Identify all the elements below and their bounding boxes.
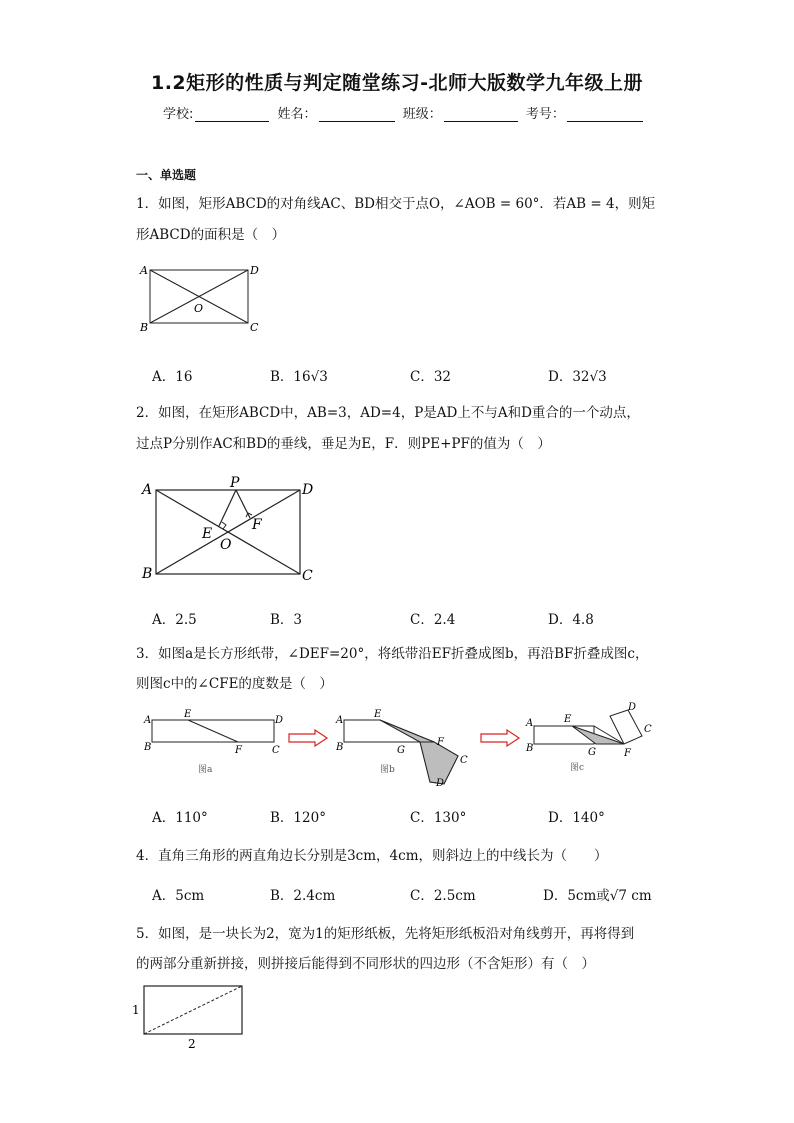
q3c-label-d: D	[628, 702, 637, 713]
q2-label-c: C	[302, 568, 313, 584]
q2-option-b[interactable]: B．3	[270, 612, 303, 628]
arrow-right-icon	[479, 728, 521, 748]
q3c-label-a: A	[526, 718, 534, 729]
q3-figure-b	[332, 708, 482, 788]
q1-label-d: D	[250, 264, 259, 277]
q3c-label-b: B	[526, 743, 534, 754]
q1-label-a: A	[140, 264, 148, 277]
name-label: 姓名：	[277, 107, 317, 122]
q3-figure-c	[524, 700, 664, 780]
q2-line2: 过点P分别作AC和BD的垂线，垂足为E，F．则PE+PF的值为（ ）	[136, 436, 551, 452]
q3b-label-d: D	[436, 778, 445, 788]
q5-label-length: 2	[188, 1037, 196, 1051]
class-label: 班级：	[402, 107, 442, 122]
q1-label-c: C	[250, 321, 259, 334]
number-label: 考号：	[525, 107, 565, 122]
q5-label-width: 1	[132, 1003, 140, 1017]
q1-option-a[interactable]: A．16	[152, 369, 193, 385]
q3c-label-c: C	[644, 724, 652, 735]
q2-label-a: A	[142, 482, 153, 498]
q2-label-f: F	[252, 517, 262, 533]
q2-option-a[interactable]: A．2.5	[152, 612, 197, 628]
arrow-right-icon	[287, 728, 329, 748]
q3c-caption: 图c	[570, 763, 585, 773]
q4-option-a[interactable]: A．5cm	[152, 888, 205, 904]
q3b-label-f: F	[437, 737, 444, 748]
q3-option-b[interactable]: B．120°	[270, 810, 326, 826]
q2-label-b: B	[142, 566, 153, 582]
q1-label-b: B	[140, 321, 149, 334]
page-title: 1.2矩形的性质与判定随堂练习-北师大版数学九年级上册	[150, 72, 644, 94]
q1-option-b[interactable]: B．16√3	[270, 369, 328, 385]
q3b-label-a: A	[336, 715, 344, 726]
name-blank[interactable]	[319, 107, 395, 122]
q3c-label-g: G	[588, 747, 596, 758]
q2-option-d[interactable]: D．4.8	[548, 612, 594, 628]
q3b-caption: 图b	[380, 765, 395, 775]
q3a-label-b: B	[144, 742, 152, 753]
q3b-label-b: B	[336, 742, 344, 753]
q3-option-a[interactable]: A．110°	[152, 810, 208, 826]
q3-option-d[interactable]: D．140°	[548, 810, 605, 826]
q4-option-d[interactable]: D．5cm或√7 cm	[543, 888, 652, 904]
q3b-label-e: E	[374, 709, 382, 720]
q2-label-p: P	[230, 475, 240, 491]
q3c-label-f: F	[624, 748, 631, 759]
q3-line1: 3．如图a是长方形纸带，∠DEF=20°，将纸带沿EF折叠成图b，再沿BF折叠成图c，	[136, 646, 649, 662]
q3b-label-g: G	[397, 745, 405, 756]
q2-label-o: O	[220, 537, 232, 553]
q5-line1: 5．如图，是一块长为2，宽为1的矩形纸板，先将矩形纸板沿对角线剪开，再将得到	[136, 926, 635, 942]
school-blank[interactable]	[195, 107, 269, 122]
q3a-label-d: D	[275, 715, 284, 726]
class-blank[interactable]	[444, 107, 518, 122]
q5-line2: 的两部分重新拼接，则拼接后能得到不同形状的四边形（不含矩形）有（ ）	[136, 956, 595, 972]
q4-line1: 4．直角三角形的两直角边长分别是3cm，4cm，则斜边上的中线长为（ ）	[136, 848, 608, 864]
q3a-label-f: F	[235, 745, 242, 756]
q1-line1: 1．如图，矩形ABCD的对角线AC、BD相交于点O，∠AOB = 60°．若AB = 4，则矩	[136, 196, 656, 212]
q2-option-c[interactable]: C．2.4	[410, 612, 456, 628]
q1-figure	[136, 260, 276, 340]
q2-line1: 2．如图，在矩形ABCD中，AB=3，AD=4，P是AD上不与A和D重合的一个动点，	[136, 405, 640, 421]
q2-figure	[136, 470, 326, 590]
school-label: 学校:	[163, 107, 194, 122]
q3-line2: 则图c中的∠CFE的度数是（ ）	[136, 676, 333, 692]
q3a-caption: 图a	[198, 765, 213, 775]
section-heading: 一、单选题	[136, 168, 197, 182]
q3-figure-a	[140, 708, 290, 778]
q3a-label-a: A	[144, 715, 152, 726]
q3a-label-c: C	[272, 745, 280, 756]
q3c-label-e: E	[564, 714, 572, 725]
q4-option-b[interactable]: B．2.4cm	[270, 888, 336, 904]
q3a-label-e: E	[184, 709, 192, 720]
q3b-label-c: C	[460, 755, 468, 766]
q2-label-e: E	[202, 526, 213, 542]
q1-line2: 形ABCD的面积是（ ）	[136, 227, 286, 243]
q1-option-c[interactable]: C．32	[410, 369, 452, 385]
number-blank[interactable]	[567, 107, 643, 122]
q5-figure	[130, 982, 255, 1052]
q2-label-d: D	[302, 482, 314, 498]
q1-option-d[interactable]: D．32√3	[548, 369, 607, 385]
q3-option-c[interactable]: C．130°	[410, 810, 467, 826]
student-info-line	[163, 103, 647, 122]
q4-option-c[interactable]: C．2.5cm	[410, 888, 476, 904]
q1-label-o: O	[194, 302, 204, 315]
